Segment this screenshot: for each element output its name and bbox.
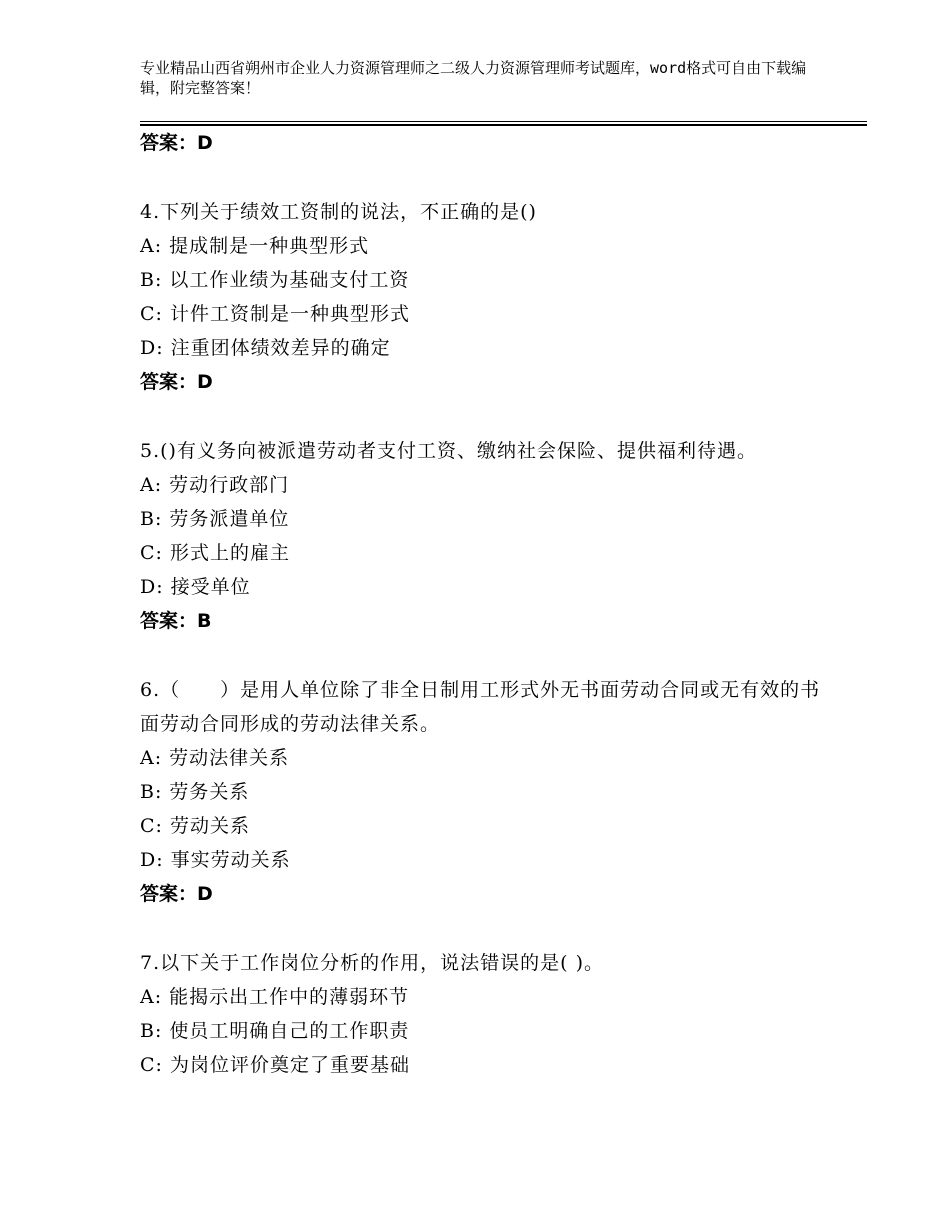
option-d: D: 接受单位 <box>140 576 251 598</box>
document-header: 专业精品山西省朔州市企业人力资源管理师之二级人力资源管理师考试题库，word格式可自由下载编辑，附完整答案！ <box>140 59 807 97</box>
question-stem: 6.（ ）是用人单位除了非全日制用工形式外无书面劳动合同或无有效的书面劳动合同形成的劳动法律关系。 <box>140 679 821 735</box>
question-list <box>140 126 840 1082</box>
question-stem: 4.下列关于绩效工资制的说法，不正确的是() <box>140 201 537 223</box>
question-4 <box>140 195 840 399</box>
header-rule-thin <box>140 121 867 122</box>
answer-label: 答案：B <box>140 610 212 632</box>
option-d: D: 注重团体绩效差异的确定 <box>140 337 391 359</box>
option-b: B: 以工作业绩为基础支付工资 <box>140 269 410 291</box>
option-a: A: 能揭示出工作中的薄弱环节 <box>140 986 410 1008</box>
option-a: A: 劳动法律关系 <box>140 747 290 769</box>
answer-label: 答案：D <box>140 883 213 905</box>
option-c: C: 为岗位评价奠定了重要基础 <box>140 1054 410 1076</box>
option-a: A: 提成制是一种典型形式 <box>140 235 370 257</box>
answer-label: 答案：D <box>140 132 213 154</box>
option-c: C: 计件工资制是一种典型形式 <box>140 303 410 325</box>
option-c: C: 劳动关系 <box>140 815 250 837</box>
option-b: B: 劳务派遣单位 <box>140 508 290 530</box>
question-5 <box>140 434 840 638</box>
option-d: D: 事实劳动关系 <box>140 849 291 871</box>
question-stem: 5.()有义务向被派遣劳动者支付工资、缴纳社会保险、提供福利待遇。 <box>140 440 757 462</box>
question-6 <box>140 673 840 911</box>
answer-label: 答案：D <box>140 371 213 393</box>
option-a: A: 劳动行政部门 <box>140 474 290 496</box>
option-b: B: 劳务关系 <box>140 781 250 803</box>
option-b: B: 使员工明确自己的工作职责 <box>140 1020 410 1042</box>
question-stem: 7.以下关于工作岗位分析的作用，说法错误的是( )。 <box>140 952 604 974</box>
option-c: C: 形式上的雇主 <box>140 542 290 564</box>
question-7 <box>140 946 840 1082</box>
